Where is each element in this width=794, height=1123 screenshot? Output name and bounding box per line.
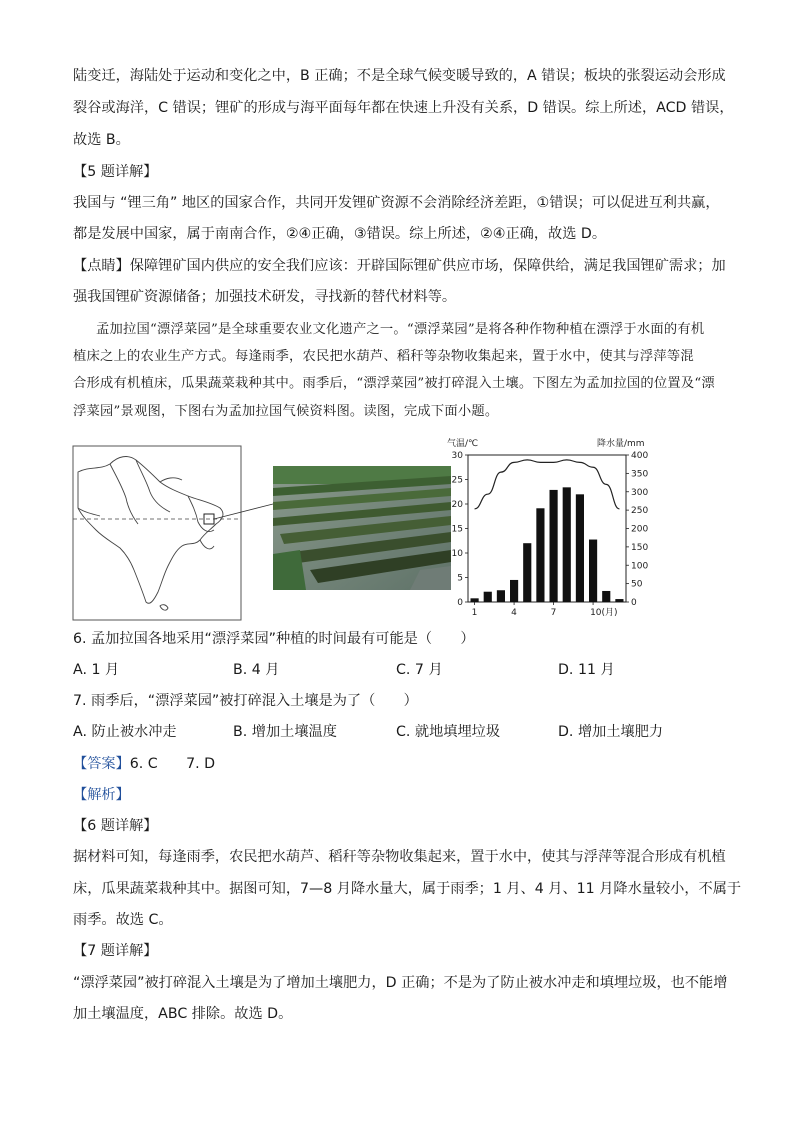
q6-option-a: A. 1 月	[73, 662, 120, 678]
tip-line: 强我国锂矿资源储备；加强技术研发，寻找新的替代材料等。	[73, 289, 457, 305]
temp-tick-label: 25	[451, 475, 463, 486]
precip-bar	[536, 508, 544, 602]
precip-tick-label: 150	[631, 542, 649, 553]
floating-garden-photo	[273, 466, 451, 590]
precip-bar	[615, 599, 623, 602]
precip-tick-label: 100	[631, 561, 649, 572]
analysis-line: 裂谷或海洋，C 错误；锂矿的形成与海平面每年都在快速上升没有关系，D 错误。综上所述，ACD 错误，	[73, 100, 734, 116]
temp-ticks	[452, 451, 468, 608]
q7-stem: 7. 雨季后，“漂浮菜园”被打碎混入土壤是为了（ ）	[73, 693, 418, 709]
precip-tick-label: 400	[631, 451, 649, 461]
precip-tick-label: 300	[631, 487, 649, 498]
precip-bar	[563, 487, 571, 602]
precip-bars	[471, 487, 624, 602]
q7-detail-line: “漂浮菜园”被打碎混入土壤是为了增加土壤肥力，D 正确；不是为了防止被水冲走和填埋垃圾，也不能增	[73, 975, 728, 991]
precip-bar	[550, 490, 558, 602]
precip-bar	[484, 592, 492, 602]
precip-bar	[497, 590, 505, 602]
material-line: 孟加拉国“漂浮菜园”是全球重要农业文化遗产之一。“漂浮菜园”是将各种作物种植在漂浮于水面的有机	[96, 322, 705, 337]
q6-detail-heading: 【6 题详解】	[73, 818, 158, 834]
q6-option-b: B. 4 月	[233, 662, 280, 678]
q5-line: 都是发展中国家，属于南南合作，②④正确，③错误。综上所述，②④正确，故选 D。	[73, 226, 607, 242]
precip-bar	[602, 591, 610, 602]
precip-tick-label: 350	[631, 469, 649, 480]
q7-detail-heading: 【7 题详解】	[73, 943, 158, 959]
figure-panel	[0, 430, 794, 630]
q7-option-c: C. 就地填埋垃圾	[396, 724, 501, 740]
analysis-line: 故选 B。	[73, 132, 130, 148]
precip-tick-label: 200	[631, 524, 649, 535]
precip-axis-label: 降水量/mm	[597, 439, 645, 449]
temp-tick-label: 20	[451, 500, 463, 510]
temperature-curve	[475, 460, 620, 509]
temp-tick-label: 5	[457, 573, 463, 584]
material-line: 植床之上的农业生产方式。每逢雨季，农民把水葫芦、稻秆等杂物收集起来，置于水中，使其与浮萍等混	[73, 349, 694, 364]
precip-bar	[523, 543, 531, 602]
q6-detail-line: 据材料可知，每逢雨季，农民把水葫芦、稻秆等杂物收集起来，置于水中，使其与浮萍等混合形成有机植	[73, 849, 726, 865]
temp-tick-label: 15	[451, 524, 463, 535]
temp-tick-label: 0	[457, 598, 463, 608]
month-tick-label: 10(月)	[590, 608, 618, 618]
month-ticks	[472, 602, 618, 618]
precip-tick-label: 50	[631, 579, 643, 590]
q5-line: 我国与 “锂三角” 地区的国家合作，共同开发锂矿资源不会消除经济差距，①错误；可以促进互利共赢，	[73, 195, 720, 211]
q7-detail-line: 加土壤温度，ABC 排除。故选 D。	[73, 1006, 293, 1022]
tip-line: 【点睛】保障锂矿国内供应的安全我们应该：开辟国际锂矿供应市场，保障供给，满足我国锂矿需求；加	[73, 258, 726, 274]
temp-tick-label: 30	[451, 451, 463, 461]
precip-bar	[589, 540, 597, 602]
q7-option-d: D. 增加土壤肥力	[558, 724, 664, 740]
temp-axis-label: 气温/℃	[447, 439, 479, 449]
month-tick-label: 4	[511, 608, 517, 618]
plot-frame	[468, 455, 626, 602]
answer-row	[73, 754, 215, 774]
month-tick-label: 7	[550, 608, 557, 618]
q6-option-c: C. 7 月	[396, 662, 443, 678]
temp-tick-label: 10	[451, 549, 463, 559]
q6-stem: 6. 孟加拉国各地采用“漂浮菜园”种植的时间最有可能是（ ）	[73, 631, 475, 647]
analysis-line: 陆变迁，海陆处于运动和变化之中，B 正确；不是全球气候变暖导致的，A 错误；板块的张裂运动会形成	[73, 68, 726, 84]
q6-detail-line: 床，瓜果蔬菜栽种其中。据图可知，7—8 月降水量大，属于雨季；1 月、4 月、11 月降水量较小，不属于	[73, 881, 742, 897]
precip-ticks	[626, 451, 648, 608]
q7-option-a: A. 防止被水冲走	[73, 724, 177, 740]
precip-tick-label: 250	[631, 506, 649, 517]
analysis-label: 【解析】	[73, 787, 130, 803]
precip-bar	[510, 580, 518, 602]
precip-bar	[576, 494, 584, 602]
q6-option-d: D. 11 月	[558, 662, 615, 678]
answer-label: 【答案】	[73, 756, 130, 772]
month-tick-label: 1	[471, 608, 478, 618]
q7-option-b: B. 增加土壤温度	[233, 724, 337, 740]
answer-text: 6. C 7. D	[129, 756, 216, 772]
climate-chart	[447, 437, 648, 618]
material-line: 浮菜园”景观图，下图右为孟加拉国气候资料图。读图，完成下面小题。	[73, 404, 499, 419]
q5-heading: 【5 题详解】	[73, 164, 158, 180]
precip-tick-label: 0	[631, 598, 637, 608]
q6-detail-line: 雨季。故选 C。	[73, 912, 173, 928]
precip-bar	[471, 598, 479, 602]
material-line: 合形成有机植床，瓜果蔬菜栽种其中。雨季后，“漂浮菜园”被打碎混入土壤。下图左为孟加拉国的位置及“漂	[73, 376, 715, 391]
